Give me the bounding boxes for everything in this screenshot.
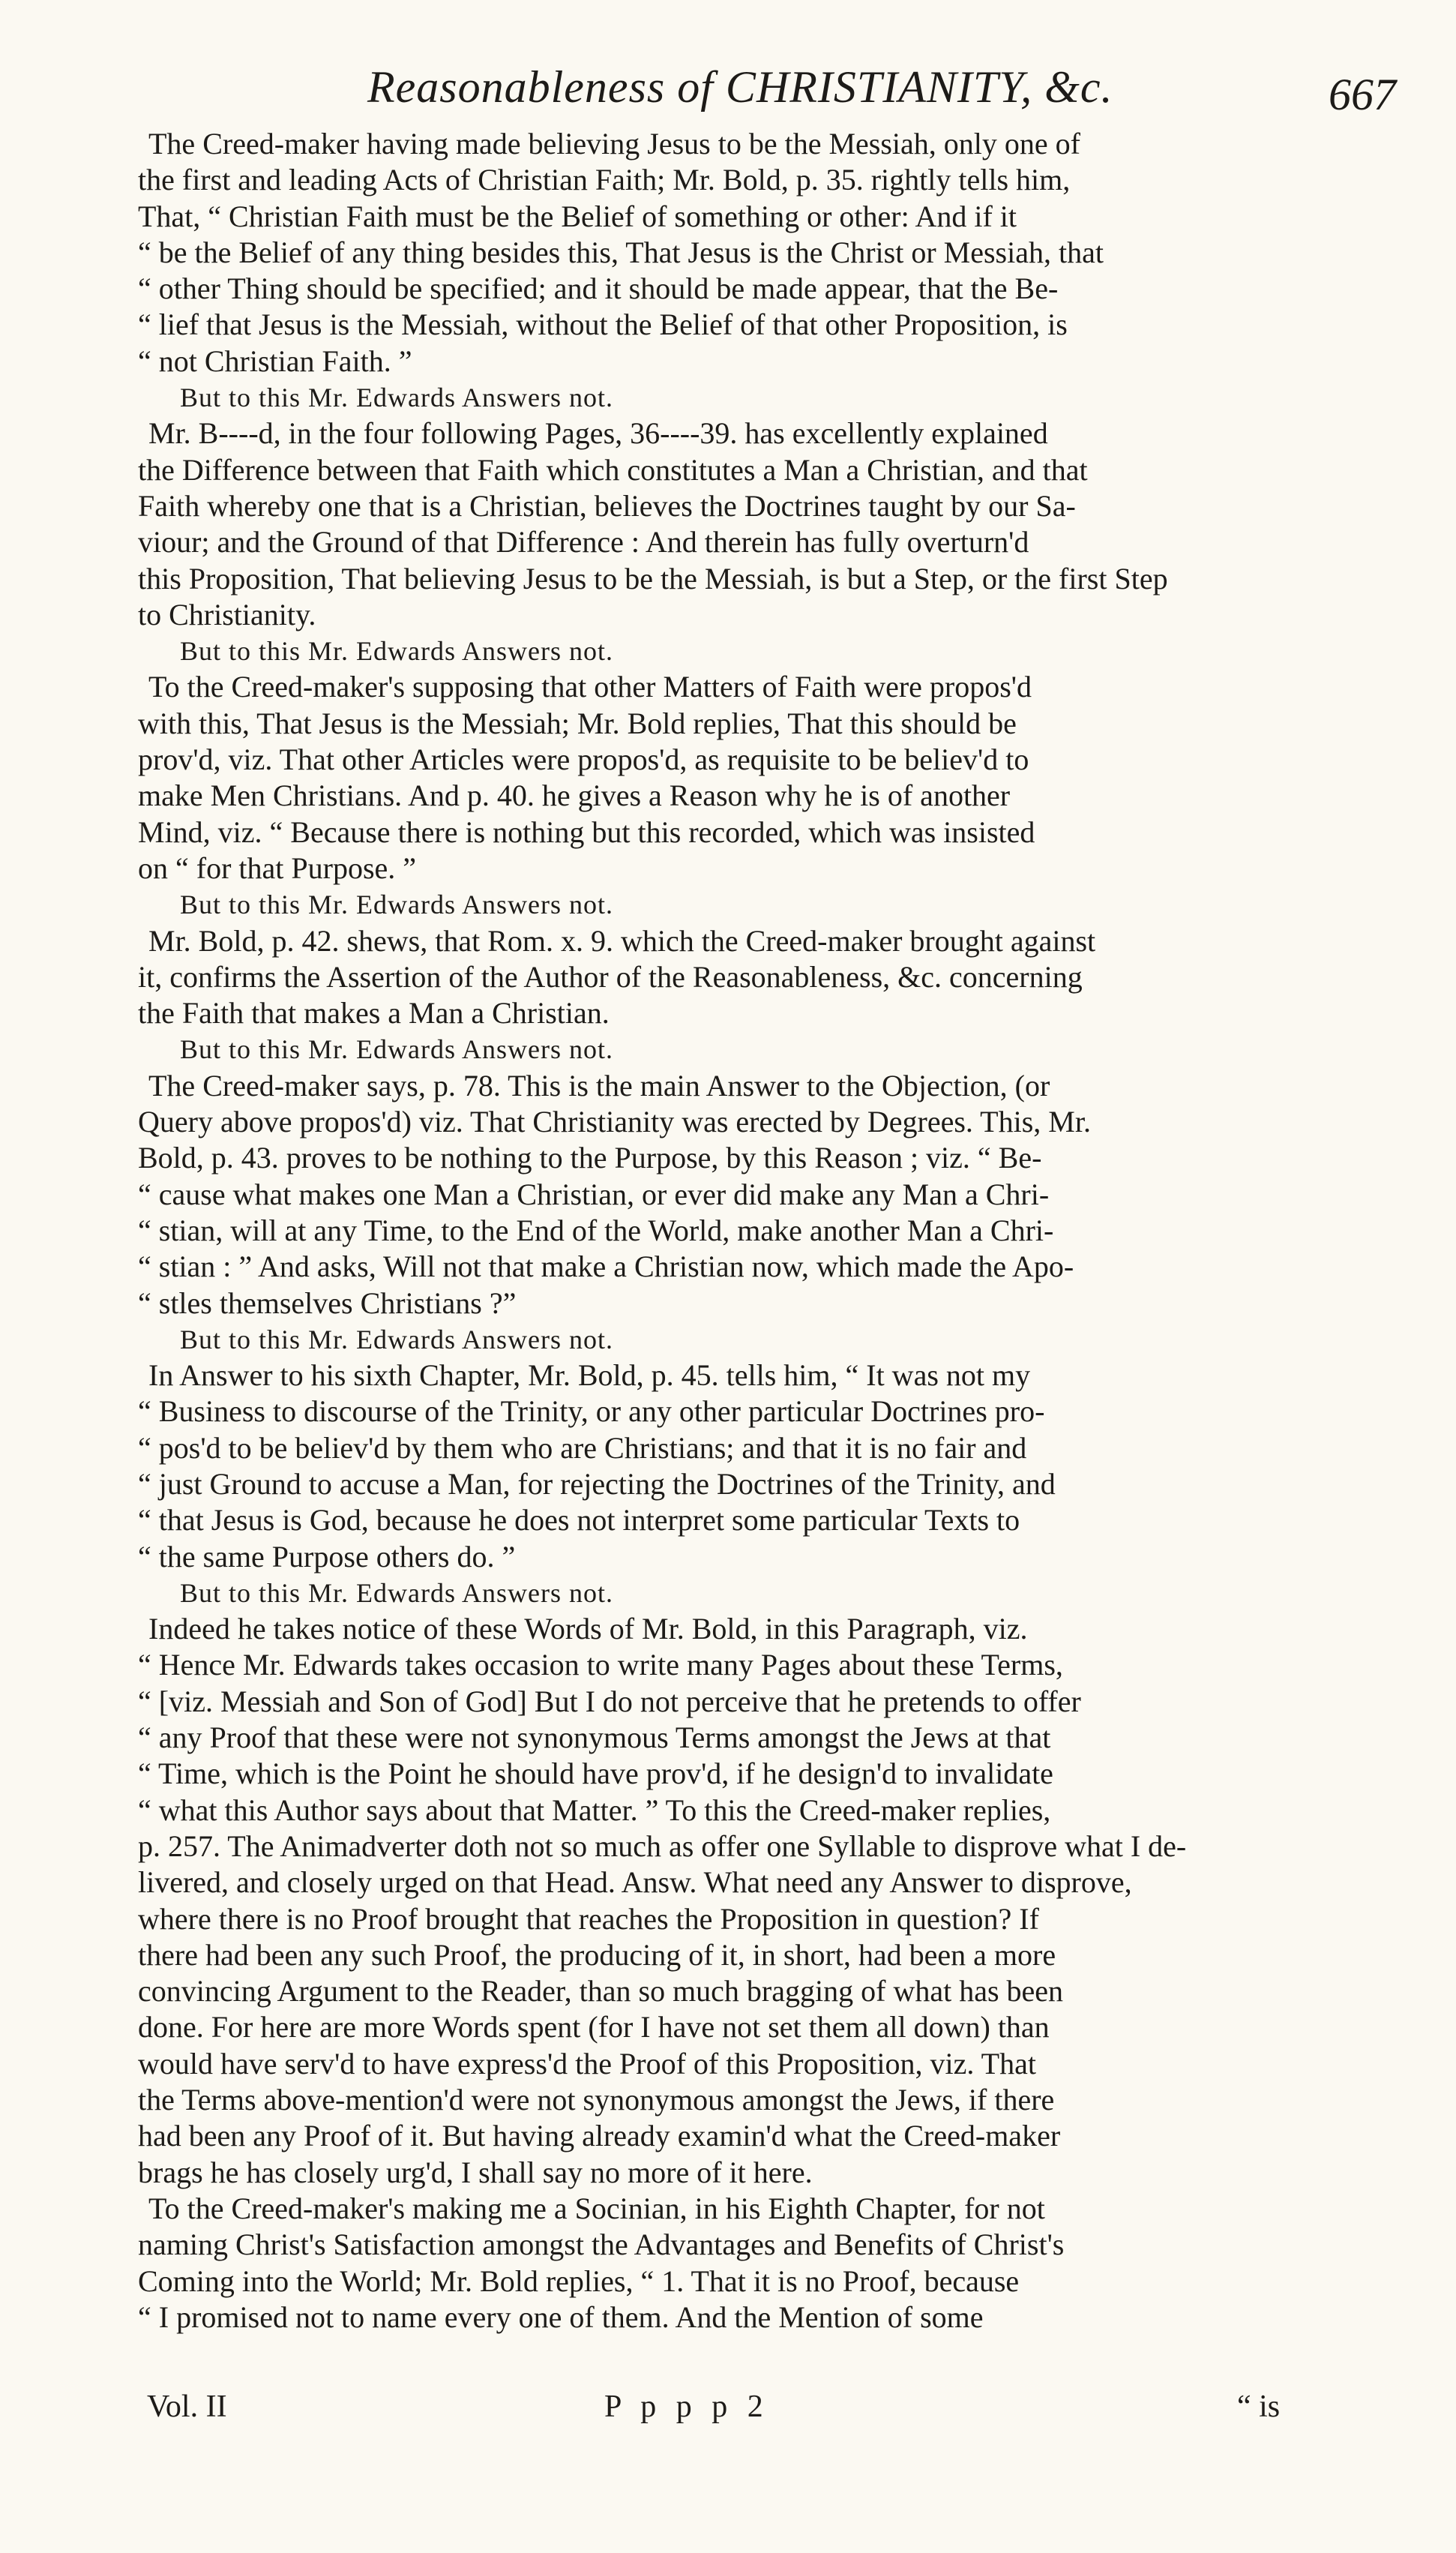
text-line: on “ for that Purpose. ”	[138, 850, 417, 885]
text-line: brags he has closely urg'd, I shall say no more of it here.	[138, 2155, 813, 2189]
text-line: Faith whereby one that is a Christian, believes the Doctrines taught by our Sa-	[138, 488, 1076, 523]
text-line: Mr. B----d, in the four following Pages, 36----39. has excellently explained	[148, 416, 1048, 451]
text-line: “ stian, will at any Time, to the End of the World, make another Man a Chri-	[138, 1213, 1054, 1247]
refrain-line: But to this Mr. Edwards Answers not.	[180, 1034, 614, 1065]
text-line: make Men Christians. And p. 40. he gives a Reason why he is of another	[138, 778, 1011, 813]
text-line: it, confirms the Assertion of the Author of the Reasonableness, &c. concerning	[138, 959, 1083, 994]
text-line: this Proposition, That believing Jesus to be the Messiah, is but a Step, or the first Step	[138, 561, 1168, 596]
text-line: To the Creed-maker's supposing that other Matters of Faith were propos'd	[148, 670, 1032, 704]
refrain-line: But to this Mr. Edwards Answers not.	[180, 890, 614, 920]
text-line: “ what this Author says about that Matter. ” To this the Creed-maker replies,	[138, 1792, 1051, 1827]
text-line: “ not Christian Faith. ”	[138, 344, 412, 378]
text-line: Coming into the World; Mr. Bold replies, “ 1. That it is no Proof, because	[138, 2264, 1020, 2298]
text-line: the Difference between that Faith which constitutes a Man a Christian, and that	[138, 452, 1088, 487]
text-line: “ that Jesus is God, because he does not interpret some particular Texts to	[138, 1503, 1020, 1538]
text-line: with this, That Jesus is the Messiah; Mr. Bold replies, That this should be	[138, 706, 1017, 740]
volume-label: Vol. II	[147, 2390, 227, 2424]
text-line: “ any Proof that these were not synonymous Terms amongst the Jews at that	[138, 1720, 1051, 1755]
text-line: Mr. Bold, p. 42. shews, that Rom. x. 9. which the Creed-maker brought against	[148, 923, 1096, 958]
text-line: would have serv'd to have express'd the Proof of this Proposition, viz. That	[138, 2046, 1036, 2080]
running-head	[0, 62, 1456, 122]
text-line: p. 257. The Animadverter doth not so much as offer one Syllable to disprove what I de-	[138, 1828, 1187, 1863]
text-line: done. For here are more Words spent (for I have not set them all down) than	[138, 2010, 1050, 2044]
text-line: “ stian : ” And asks, Will not that make a Christian now, which made the Apo-	[138, 1250, 1074, 1284]
text-line: “ Business to discourse of the Trinity, or any other particular Doctrines pro-	[138, 1394, 1045, 1429]
text-line: “ Hence Mr. Edwards takes occasion to write many Pages about these Terms,	[138, 1648, 1063, 1682]
text-line: prov'd, viz. That other Articles were propos'd, as requisite to be believ'd to	[138, 742, 1029, 777]
refrain-line: But to this Mr. Edwards Answers not.	[180, 1577, 614, 1608]
text-line: “ lief that Jesus is the Messiah, without the Belief of that other Proposition, is	[138, 308, 1068, 342]
text-line: “ cause what makes one Man a Christian, or ever did make any Man a Chri-	[138, 1177, 1050, 1211]
running-title: Reasonableness of CHRISTIANITY, &c.	[367, 62, 1113, 112]
text-line: Indeed he takes notice of these Words of Mr. Bold, in this Paragraph, viz.	[148, 1612, 1028, 1646]
text-line: The Creed-maker says, p. 78. This is the main Answer to the Objection, (or	[148, 1068, 1050, 1102]
refrain-line: But to this Mr. Edwards Answers not.	[180, 382, 614, 413]
page-body	[138, 126, 1306, 2336]
text-line: livered, and closely urged on that Head. Answ. What need any Answer to disprove,	[138, 1865, 1132, 1900]
text-line: “ I promised not to name every one of them. And the Mention of some	[138, 2300, 984, 2334]
text-line: “ just Ground to accuse a Man, for rejecting the Doctrines of the Trinity, and	[138, 1466, 1056, 1501]
page-footer	[0, 2389, 1456, 2434]
signature-mark: P p p p 2	[604, 2390, 769, 2424]
text-line: where there is no Proof brought that reaches the Proposition in question? If	[138, 1901, 1039, 1936]
text-line: “ Time, which is the Point he should have prov'd, if he design'd to invalidate	[138, 1756, 1053, 1791]
text-line: The Creed-maker having made believing Jesus to be the Messiah, only one of	[148, 127, 1080, 160]
text-line: the Faith that makes a Man a Christian.	[138, 996, 610, 1030]
text-line: “ be the Belief of any thing besides this, That Jesus is the Christ or Messiah, that	[138, 235, 1104, 269]
text-line: convincing Argument to the Reader, than so much bragging of what has been	[138, 1974, 1064, 2008]
text-line: Bold, p. 43. proves to be nothing to the Purpose, by this Reason ; viz. “ Be-	[138, 1141, 1042, 1175]
text-line: “ the same Purpose others do. ”	[138, 1539, 516, 1574]
text-line: naming Christ's Satisfaction amongst the Advantages and Benefits of Christ's	[138, 2228, 1065, 2262]
text-line: “ pos'd to be believ'd by them who are Christians; and that it is no fair and	[138, 1430, 1027, 1465]
text-line: the first and leading Acts of Christian Faith; Mr. Bold, p. 35. rightly tells him,	[138, 163, 1071, 197]
text-line: “ other Thing should be specified; and it should be made appear, that the Be-	[138, 272, 1059, 306]
text-line: there had been any such Proof, the producing of it, in short, had been a more	[138, 1937, 1056, 1972]
text-line: to Christianity.	[138, 597, 316, 632]
text-line: viour; and the Ground of that Difference : And therein has fully overturn'd	[138, 525, 1029, 560]
page-number: 667	[1329, 70, 1396, 119]
text-line: Mind, viz. “ Because there is nothing but this recorded, which was insisted	[138, 814, 1035, 849]
text-line: the Terms above-mention'd were not synonymous amongst the Jews, if there	[138, 2083, 1055, 2117]
refrain-line: But to this Mr. Edwards Answers not.	[180, 1324, 614, 1354]
text-line: Query above propos'd) viz. That Christianity was erected by Degrees. This, Mr.	[138, 1105, 1091, 1139]
text-line: That, “ Christian Faith must be the Belief of something or other: And if it	[138, 199, 1017, 233]
text-line: “ stles themselves Christians ?”	[138, 1286, 517, 1320]
text-line: In Answer to his sixth Chapter, Mr. Bold, p. 45. tells him, “ It was not my	[148, 1358, 1031, 1393]
text-line: To the Creed-maker's making me a Socinian, in his Eighth Chapter, for not	[148, 2191, 1045, 2225]
text-line: had been any Proof of it. But having already examin'd what the Creed-maker	[138, 2119, 1061, 2153]
catchword: “ is	[1237, 2390, 1281, 2424]
refrain-line: But to this Mr. Edwards Answers not.	[180, 636, 614, 667]
text-line: “ [viz. Messiah and Son of God] But I do not perceive that he pretends to offer	[138, 1684, 1081, 1718]
